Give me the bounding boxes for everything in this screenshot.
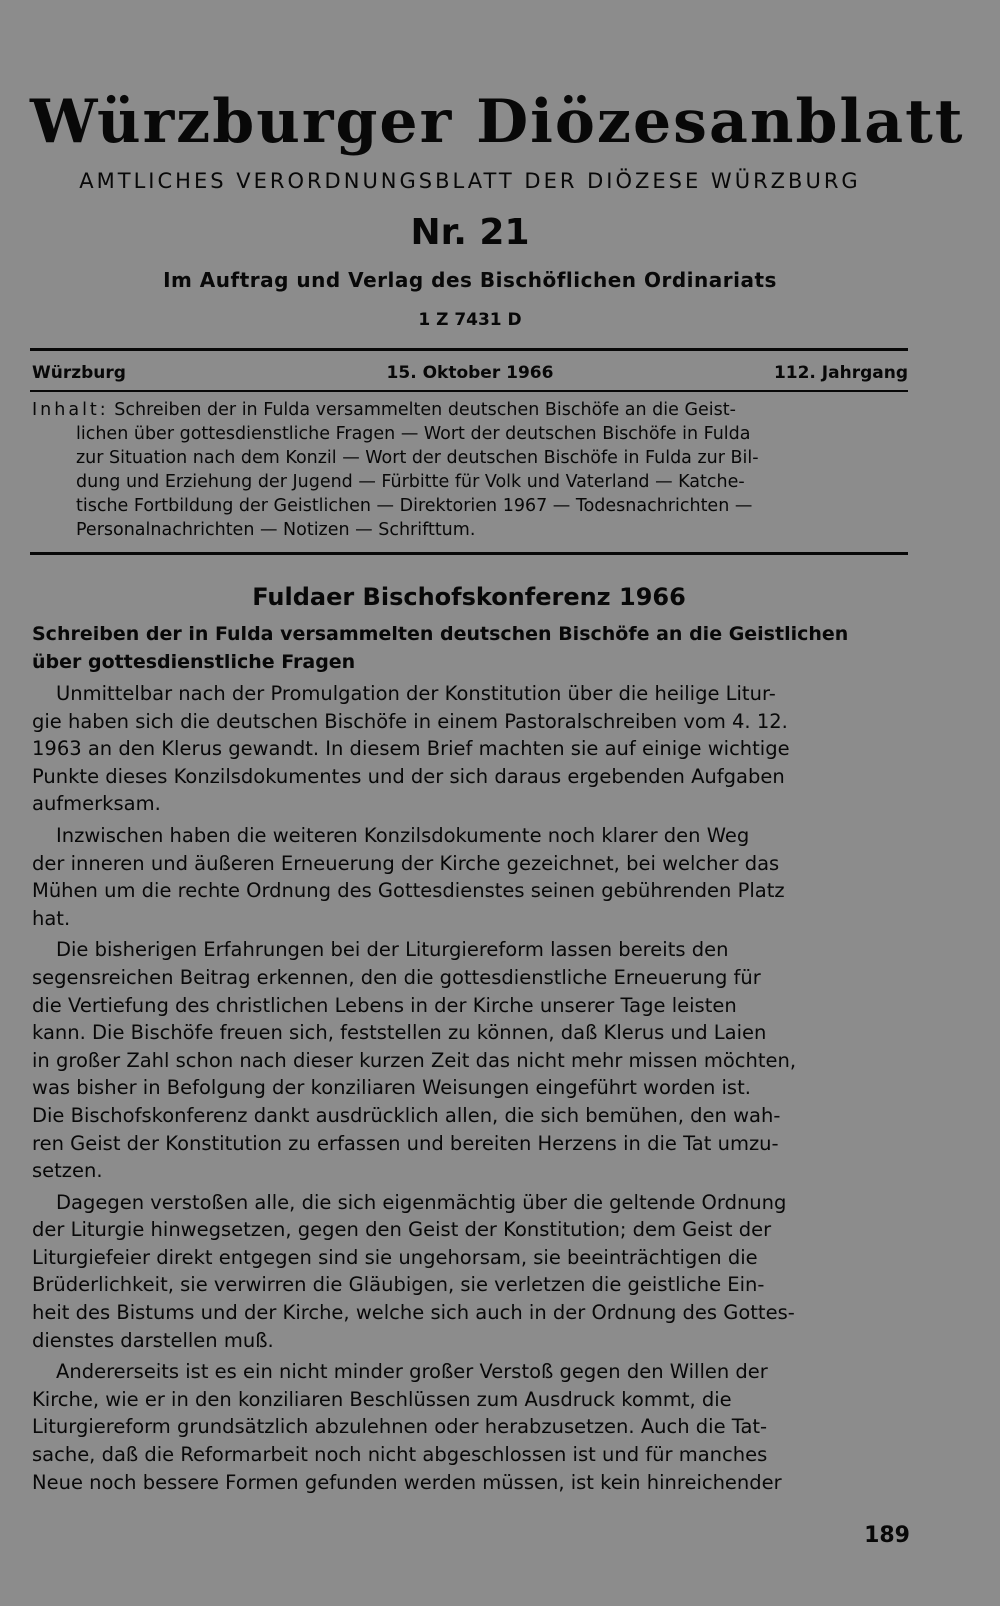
table-of-contents [32, 398, 908, 542]
article-body [32, 680, 908, 1496]
paragraph-line: der Liturgie hinwegsetzen, gegen den Geist der Konstitution; dem Geist der [32, 1218, 772, 1242]
paragraph-line: Inzwischen haben die weiteren Konzilsdokumente noch klarer den Weg [56, 823, 750, 847]
publisher-line: Im Auftrag und Verlag des Bischöflichen Ordinariats [163, 268, 777, 292]
paragraph-line: setzen. [32, 1159, 103, 1183]
paragraph-line: Die bisherigen Erfahrungen bei der Liturgiereform lassen bereits den [56, 938, 729, 962]
contents-line: dung und Erziehung der Jugend — Fürbitte für Volk und Vaterland — Katche- [76, 472, 745, 492]
issue-number: Nr. 21 [410, 212, 530, 253]
dateline-date: 15. Oktober 1966 [386, 363, 554, 383]
paragraph [32, 1358, 908, 1496]
top-rule [30, 348, 908, 351]
paragraph-line: dienstes darstellen muß. [32, 1328, 274, 1352]
paragraph-line: Dagegen verstoßen alle, die sich eigenmächtig über die geltende Ordnung [56, 1190, 787, 1214]
article-title [32, 620, 908, 676]
contents-line: Inhalt: Schreiben der in Fulda versammelten deutschen Bischöfe an die Geist- [32, 400, 736, 420]
contents-line: lichen über gottesdienstliche Fragen — Wort der deutschen Bischöfe in Fulda [76, 424, 751, 444]
paragraph-line: Kirche, wie er in den konziliaren Beschlüssen zum Ausdruck kommt, die [32, 1387, 732, 1411]
dateline-place: Würzburg [32, 363, 126, 383]
paragraph-line: Punkte dieses Konzilsdokumentes und der sich daraus ergebenden Aufgaben [32, 764, 785, 788]
postal-code: 1 Z 7431 D [418, 310, 522, 330]
paragraph-line: Mühen um die rechte Ordnung des Gottesdienstes seinen gebührenden Platz [32, 879, 785, 903]
masthead-subtitle: AMTLICHES VERORDNUNGSBLATT DER DIÖZESE WÜRZBURG [79, 169, 861, 193]
paragraph-line: die Vertiefung des christlichen Lebens in der Kirche unserer Tage leisten [32, 993, 737, 1017]
contents-line: tische Fortbildung der Geistlichen — Direktorien 1967 — Todesnachrichten — [76, 496, 753, 516]
paragraph-line: hat. [32, 906, 71, 930]
paragraph-line: Andererseits ist es ein nicht minder großer Verstoß gegen den Willen der [56, 1360, 768, 1384]
paragraph-line: Neue noch bessere Formen gefunden werden müssen, ist kein hinreichender [32, 1470, 782, 1494]
paragraph-line: ren Geist der Konstitution zu erfassen und bereiten Herzens in die Tat umzu- [32, 1131, 779, 1155]
paragraph-line: segensreichen Beitrag erkennen, den die gottesdienstliche Erneuerung für [32, 965, 761, 989]
paragraph-line: heit des Bistums und der Kirche, welche sich auch in der Ordnung des Gottes- [32, 1301, 795, 1325]
dateline [30, 360, 908, 386]
paragraph [32, 680, 908, 818]
paragraph-line: was bisher in Befolgung der konziliaren Weisungen eingeführt worden ist. [32, 1076, 751, 1100]
paragraph-line: aufmerksam. [32, 792, 161, 816]
dateline-volume: 112. Jahrgang [773, 363, 908, 383]
paragraph-line: gie haben sich die deutschen Bischöfe in einem Pastoralschreiben vom 4. 12. [32, 709, 788, 733]
masthead-title: Würzburger Diözesanblatt [30, 87, 965, 157]
paragraph [32, 822, 908, 932]
article-title-line: Schreiben der in Fulda versammelten deutschen Bischöfe an die Geistlichen [32, 623, 849, 645]
paragraph-line: Liturgiefeier direkt entgegen sind sie ungehorsam, sie beeinträchtigen die [32, 1245, 758, 1269]
paragraph-line: 1963 an den Klerus gewandt. In diesem Brief machten sie auf einige wichtige [32, 737, 790, 761]
paragraph-line: Unmittelbar nach der Promulgation der Konstitution über die heilige Litur- [56, 682, 776, 705]
contents-line: Personalnachrichten — Notizen — Schrifttum. [76, 520, 476, 540]
paragraph-line: kann. Die Bischöfe freuen sich, feststellen zu können, daß Klerus und Laien [32, 1021, 767, 1045]
article-title-line: über gottesdienstliche Fragen [32, 651, 356, 673]
section-title: Fuldaer Bischofskonferenz 1966 [252, 583, 686, 611]
contents-line: zur Situation nach dem Konzil — Wort der deutschen Bischöfe in Fulda zur Bil- [76, 448, 759, 468]
paragraph-line: Liturgiereform grundsätzlich abzulehnen oder herabzusetzen. Auch die Tat- [32, 1415, 768, 1439]
paragraph-line: Die Bischofskonferenz dankt ausdrücklich allen, die sich bemühen, den wah- [32, 1103, 781, 1127]
paragraph-line: sache, daß die Reformarbeit noch nicht abgeschlossen ist und für manches [32, 1443, 768, 1467]
paragraph-line: der inneren und äußeren Erneuerung der Kirche gezeichnet, bei welcher das [32, 851, 780, 875]
dateline-rule [30, 390, 908, 392]
paragraph [32, 936, 908, 1184]
contents-rule [30, 552, 908, 555]
page-number: 189 [864, 1523, 910, 1548]
paragraph [32, 1189, 908, 1355]
contents-label: Inhalt: [32, 400, 109, 420]
paragraph-line: in großer Zahl schon nach dieser kurzen Zeit das nicht mehr missen möchten, [32, 1048, 797, 1072]
paragraph-line: Brüderlichkeit, sie verwirren die Gläubigen, sie verletzen die geistliche Ein- [32, 1273, 765, 1297]
